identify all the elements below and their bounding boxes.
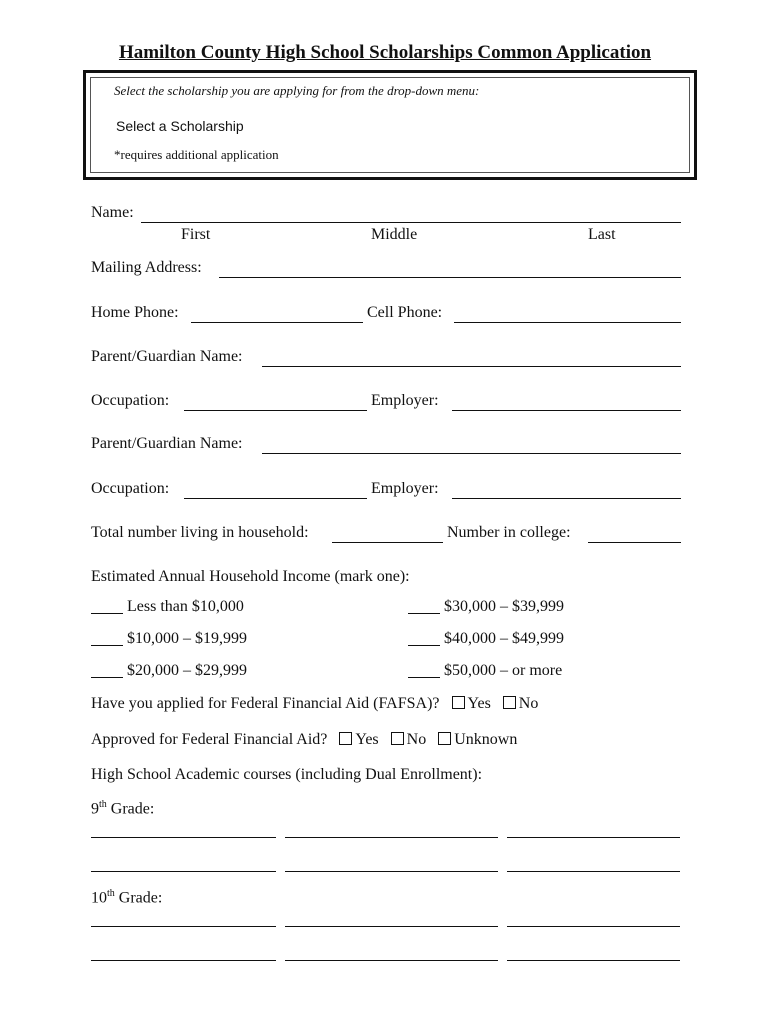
fafsa-row [91, 695, 538, 713]
grade9-heading [91, 799, 154, 818]
income-option-label: $40,000 – $49,999 [444, 630, 564, 647]
grade9-suffix: th [99, 799, 107, 810]
income-blank[interactable] [408, 599, 440, 614]
mailing-address-field[interactable] [219, 277, 681, 278]
fafsa-question: Have you applied for Federal Financial Aid (FAFSA)? [91, 695, 440, 712]
income-option[interactable] [408, 630, 564, 648]
income-option-label: $50,000 – or more [444, 662, 563, 679]
name-field[interactable] [141, 222, 681, 223]
occupation2-field[interactable] [184, 498, 367, 499]
fafsa-no-checkbox[interactable] [503, 696, 516, 709]
scholarship-instruction: Select the scholarship you are applying for from the drop-down menu: [114, 83, 480, 98]
household-total-field[interactable] [332, 542, 443, 543]
occupation2-label: Occupation: [91, 480, 170, 497]
income-heading: Estimated Annual Household Income (mark one): [91, 568, 410, 585]
income-option[interactable] [91, 662, 247, 680]
approved-unknown-label: Unknown [454, 731, 518, 748]
name-last-label: Last [588, 226, 616, 243]
parent2-row [91, 433, 681, 457]
parent1-field[interactable] [262, 366, 681, 367]
course-line[interactable] [507, 837, 680, 838]
mailing-address-label: Mailing Address: [91, 259, 202, 276]
income-blank[interactable] [91, 663, 123, 678]
grade9-number: 9 [91, 800, 99, 818]
scholarship-dropdown[interactable]: Select a Scholarship [116, 118, 244, 134]
course-line[interactable] [285, 871, 498, 872]
course-line[interactable] [507, 926, 680, 927]
income-option[interactable] [408, 598, 564, 616]
home-phone-field[interactable] [191, 322, 363, 323]
fafsa-yes-label: Yes [467, 695, 491, 712]
number-in-college-field[interactable] [588, 542, 681, 543]
parent2-label: Parent/Guardian Name: [91, 435, 243, 452]
fafsa-no-label: No [518, 695, 539, 712]
income-option-label: $30,000 – $39,999 [444, 598, 564, 615]
parent2-field[interactable] [262, 453, 681, 454]
employer2-field[interactable] [452, 498, 681, 499]
income-blank[interactable] [91, 631, 123, 646]
course-line[interactable] [285, 926, 498, 927]
income-option-label: Less than $10,000 [127, 598, 244, 615]
scholarship-select-box [83, 70, 697, 180]
parent1-row [91, 346, 681, 370]
course-line[interactable] [507, 871, 680, 872]
name-label: Name: [91, 204, 134, 221]
course-line[interactable] [91, 871, 276, 872]
course-line[interactable] [507, 960, 680, 961]
income-option[interactable] [91, 598, 244, 616]
income-blank[interactable] [408, 631, 440, 646]
income-option[interactable] [91, 630, 247, 648]
approved-unknown-checkbox[interactable] [438, 732, 451, 745]
course-line[interactable] [285, 960, 498, 961]
approved-row [91, 731, 517, 749]
course-line[interactable] [91, 837, 276, 838]
courses-heading: High School Academic courses (including Dual Enrollment): [91, 766, 483, 783]
course-line[interactable] [91, 960, 276, 961]
course-line[interactable] [91, 926, 276, 927]
approved-no-checkbox[interactable] [391, 732, 404, 745]
income-blank[interactable] [91, 599, 123, 614]
number-in-college-label: Number in college: [447, 524, 571, 541]
approved-no-label: No [406, 731, 427, 748]
occupation1-field[interactable] [184, 410, 367, 411]
course-line[interactable] [285, 837, 498, 838]
household-row [91, 522, 681, 546]
name-sublabels [91, 224, 681, 248]
income-option[interactable] [408, 662, 562, 680]
income-blank[interactable] [408, 663, 440, 678]
income-option-label: $10,000 – $19,999 [127, 630, 247, 647]
name-first-label: First [181, 226, 211, 243]
page-title: Hamilton County High School Scholarships Common Application [118, 42, 652, 63]
cell-phone-field[interactable] [454, 322, 681, 323]
employer1-label: Employer: [371, 392, 439, 409]
grade10-number: 10 [91, 889, 107, 907]
occupation1-label: Occupation: [91, 392, 170, 409]
household-total-label: Total number living in household: [91, 524, 309, 541]
cell-phone-label: Cell Phone: [367, 304, 443, 321]
occupation1-row [91, 390, 681, 414]
income-heading-row [91, 566, 681, 590]
income-option-label: $20,000 – $29,999 [127, 662, 247, 679]
fafsa-yes-checkbox[interactable] [452, 696, 465, 709]
occupation2-row [91, 478, 681, 502]
mailing-address-row [91, 257, 681, 281]
parent1-label: Parent/Guardian Name: [91, 348, 243, 365]
grade10-heading [91, 888, 162, 907]
approved-yes-checkbox[interactable] [339, 732, 352, 745]
home-phone-label: Home Phone: [91, 304, 179, 321]
phone-row [91, 302, 681, 326]
employer1-field[interactable] [452, 410, 681, 411]
employer2-label: Employer: [371, 480, 439, 497]
scholarship-note: *requires additional application [114, 147, 279, 162]
name-middle-label: Middle [371, 226, 418, 243]
grade10-suffix: th [107, 888, 115, 899]
approved-yes-label: Yes [355, 731, 379, 748]
grade9-text: Grade: [106, 800, 155, 818]
approved-question: Approved for Federal Financial Aid? [91, 731, 328, 748]
name-row [91, 202, 681, 226]
grade10-text: Grade: [114, 889, 163, 907]
